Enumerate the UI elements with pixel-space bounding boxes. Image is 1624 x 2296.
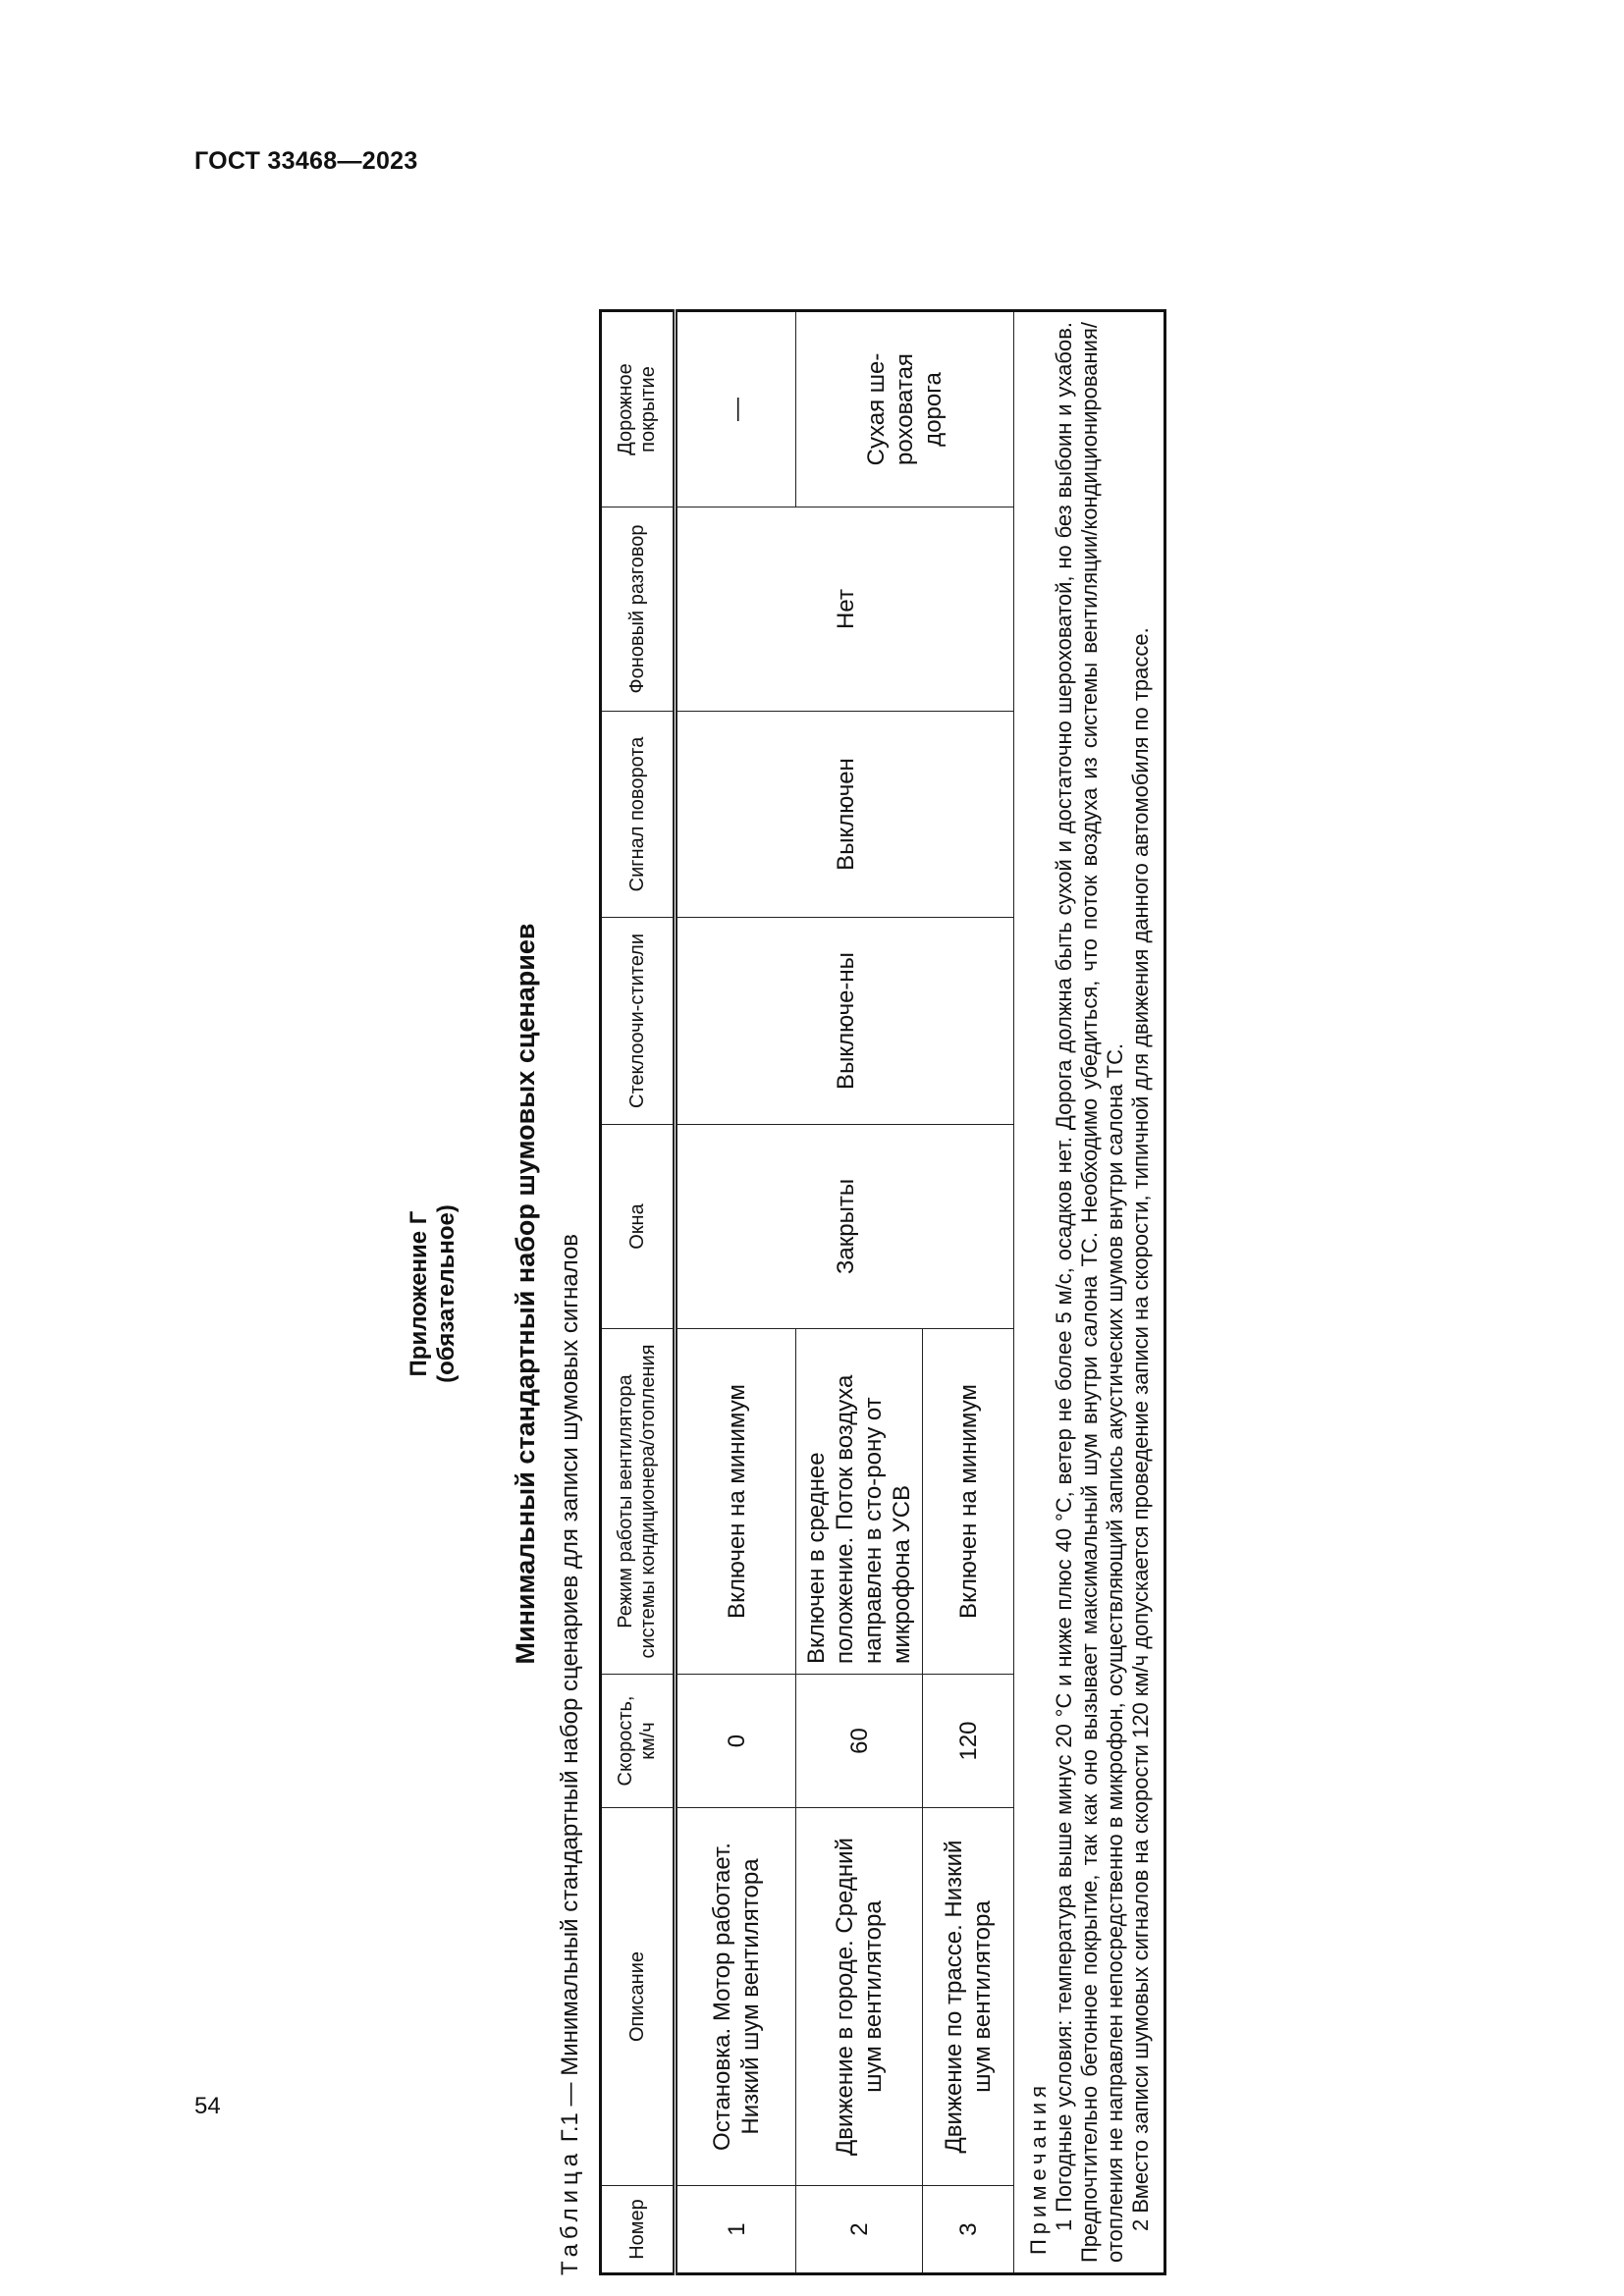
cell-windows: Закрыты bbox=[676, 1125, 1014, 1329]
header-fan-mode: Режим работы вентилятора системы кондиционера/отопления bbox=[601, 1329, 676, 1675]
cell-fan-mode: Включен на минимум bbox=[676, 1329, 796, 1675]
header-road-surface: Дорожное покрытие bbox=[601, 311, 676, 507]
cell-description: Остановка. Мотор работает. Низкий шум вентилятора bbox=[676, 1808, 796, 2186]
cell-turn-signal: Выключен bbox=[676, 712, 1014, 918]
header-number: Номер bbox=[601, 2186, 676, 2274]
header-description: Описание bbox=[601, 1808, 676, 2186]
rotated-landscape-content bbox=[406, 312, 1209, 2275]
document-code: ГОСТ 33468—2023 bbox=[194, 147, 418, 175]
page-number: 54 bbox=[194, 2093, 221, 2119]
header-windows: Окна bbox=[601, 1125, 676, 1329]
table-row bbox=[676, 311, 796, 2274]
cell-background-talk: Нет bbox=[676, 507, 1014, 712]
header-background-talk: Фоновый разговор bbox=[601, 507, 676, 712]
annex-type: (обязательное) bbox=[433, 1204, 460, 1383]
table-caption-label: Таблица bbox=[557, 2148, 583, 2275]
cell-description: Движение в городе. Средний шум вентилятора bbox=[796, 1808, 923, 2186]
table-header-row bbox=[601, 311, 676, 2274]
cell-fan-mode: Включен на минимум bbox=[923, 1329, 1014, 1675]
cell-description: Движение по трассе. Низкий шум вентилятора bbox=[923, 1808, 1014, 2186]
cell-road-surface: — bbox=[676, 311, 796, 507]
header-speed: Скорость, км/ч bbox=[601, 1675, 676, 1808]
cell-speed: 60 bbox=[796, 1675, 923, 1808]
cell-road-surface: Сухая ше-роховатая дорога bbox=[796, 311, 1014, 507]
header-turn-signal: Сигнал поворота bbox=[601, 712, 676, 918]
header-wipers: Стеклоочи-стители bbox=[601, 918, 676, 1125]
cell-number: 2 bbox=[796, 2186, 923, 2274]
notes-heading: Примечания bbox=[1026, 2080, 1051, 2255]
note-1: 1 Погодные условия: температура выше минус 20 °С и ниже плюс 40 °С, ветер не более 5 м/с, осадков нет. Дорога должна быть сухой и достаточно шероховатой, но без выбоин и ухабов. Предпочтительно бетонное покрытие, так как оно вызывает максимальный шум внутри салона ТС. Необходимо убедиться, что поток воздуха из системы вентиляции/кондиционирования/отопления не направлен непосредственно в микрофон, осуществляющий запись акустических шумов внутри салона ТС. bbox=[1052, 322, 1127, 2263]
cell-number: 1 bbox=[676, 2186, 796, 2274]
cell-number: 3 bbox=[923, 2186, 1014, 2274]
table-notes-row bbox=[1014, 311, 1165, 2274]
scenarios-table bbox=[599, 309, 1166, 2275]
table-notes bbox=[1014, 311, 1165, 2274]
annex-main-heading: Минимальный стандартный набор шумовых сценариев bbox=[511, 923, 540, 1665]
table-caption-text: Г.1 — Минимальный стандартный набор сценариев для записи шумовых сигналов bbox=[557, 1233, 583, 2143]
note-2: 2 Вместо записи шумовых сигналов на скорости 120 км/ч допускается проведение записи на скорости, типичной для движения данного автомобиля по трассе. bbox=[1128, 627, 1153, 2231]
annex-title: Приложение Г bbox=[406, 1210, 432, 1377]
cell-speed: 120 bbox=[923, 1675, 1014, 1808]
table-caption bbox=[557, 1234, 584, 2275]
cell-speed: 0 bbox=[676, 1675, 796, 1808]
cell-wipers: Выключе-ны bbox=[676, 918, 1014, 1125]
annex-heading-block bbox=[406, 312, 541, 2275]
cell-fan-mode: Включен в среднее положение. Поток воздуха направлен в сто-рону от микрофона УСВ bbox=[796, 1329, 923, 1675]
